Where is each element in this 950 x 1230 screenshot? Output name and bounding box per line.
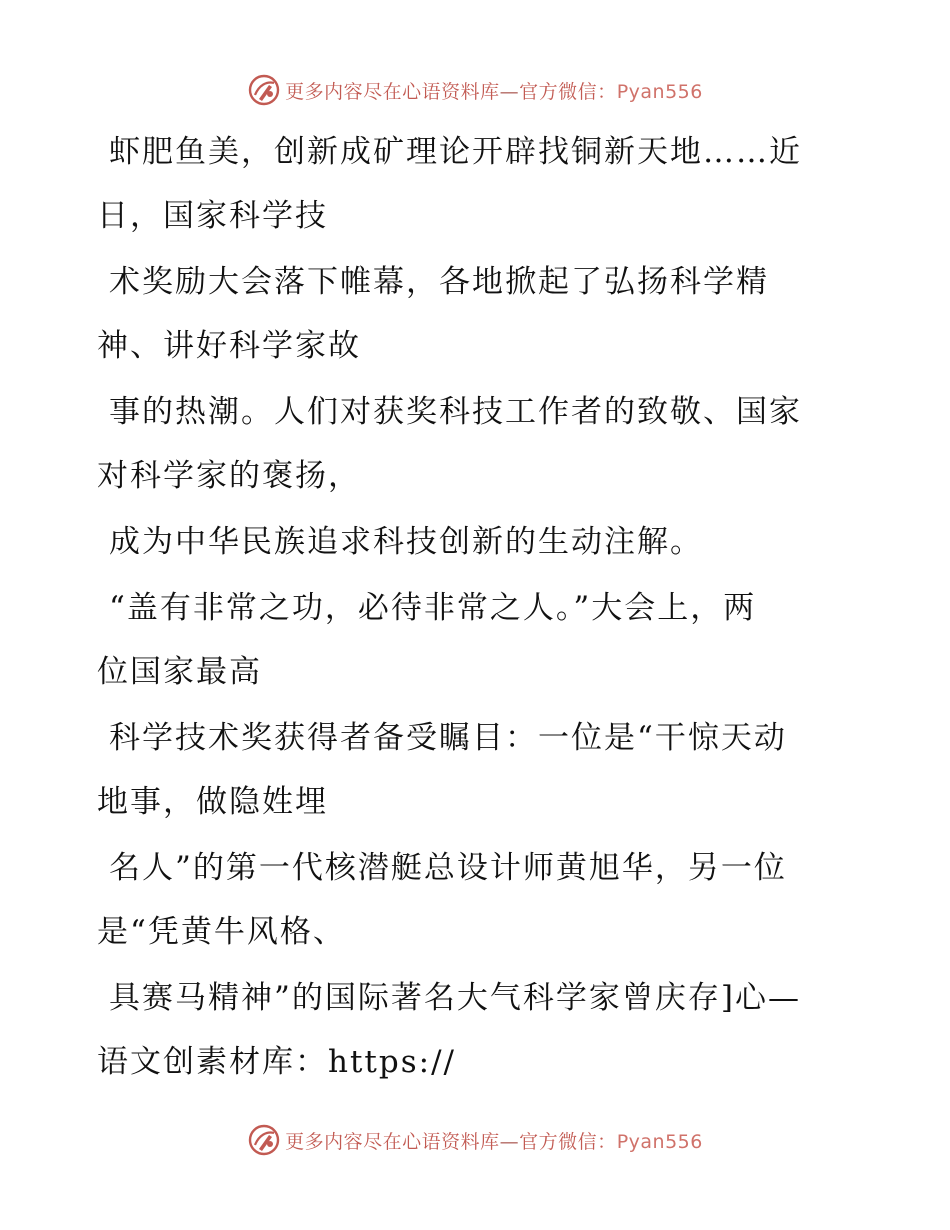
header-watermark — [0, 70, 950, 110]
paragraph-8 — [97, 966, 857, 1094]
text-line: 术奖励大会落下帷幕，各地掀起了弘扬科学精 — [109, 264, 769, 300]
watermark-main-text: 更多内容尽在心语资料库 — [285, 80, 500, 103]
text-line: 是“凭黄牛风格、 — [97, 914, 346, 950]
text-line: 具赛马精神”的国际著名大气科学家曾庆存]心— — [109, 980, 801, 1016]
text-line: “盖有非常之功，必待非常之人。”大会上，两 — [109, 590, 757, 626]
watermark-separator: — — [499, 1130, 520, 1153]
watermark-official-label: 官方微信： — [519, 80, 617, 103]
text-line: 地事，做隐姓埋 — [97, 784, 328, 820]
watermark-wechat-id: Pyan556 — [616, 1130, 703, 1153]
text-line: 名人”的第一代核潜艇总设计师黄旭华，另一位 — [109, 850, 787, 886]
pen-swirl-logo-icon — [247, 1123, 281, 1157]
text-line: 虾肥鱼美，创新成矿理论开辟找铜新天地……近 — [109, 134, 802, 170]
text-line: 神、讲好科学家故 — [97, 328, 361, 364]
text-line: 语文创素材库：https:// — [97, 1044, 456, 1080]
watermark-text — [285, 1127, 703, 1154]
text-line: 科学技术奖获得者备受瞩目：一位是“干惊天动 — [109, 720, 787, 756]
footer-watermark — [0, 1120, 950, 1160]
paragraph-3 — [97, 380, 857, 508]
watermark-main-text: 更多内容尽在心语资料库 — [285, 1130, 500, 1153]
watermark-group — [247, 1123, 703, 1157]
paragraph-2 — [97, 250, 857, 378]
text-line: 对科学家的褒扬， — [97, 458, 361, 494]
paragraph-5 — [97, 576, 857, 704]
pen-swirl-logo-icon — [247, 73, 281, 107]
watermark-text — [285, 77, 703, 104]
watermark-group — [247, 73, 703, 107]
text-line: 日，国家科学技 — [97, 198, 328, 234]
watermark-separator: — — [499, 80, 520, 103]
paragraph-7 — [97, 836, 857, 964]
paragraph-6 — [97, 706, 857, 834]
paragraph-4 — [97, 510, 857, 574]
watermark-wechat-id: Pyan556 — [616, 80, 703, 103]
text-line: 成为中华民族追求科技创新的生动注解。 — [109, 524, 703, 560]
watermark-official-label: 官方微信： — [519, 1130, 617, 1153]
paragraph-1 — [97, 120, 857, 248]
document-body — [97, 120, 857, 1094]
text-line: 事的热潮。人们对获奖科技工作者的致敬、国家 — [109, 394, 802, 430]
text-line: 位国家最高 — [97, 654, 262, 690]
